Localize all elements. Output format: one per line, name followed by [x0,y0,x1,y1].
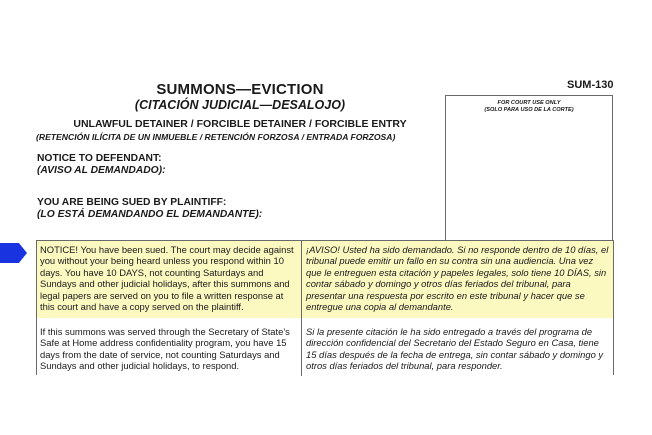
defendant-label-spanish: (AVISO AL DEMANDADO): [37,165,166,176]
case-type-heading-spanish: (RETENCIÓN ILÍCITA DE UN INMUEBLE / RETENCIÓN FORZOSA / ENTRADA FORZOSA) [36,132,396,142]
form-subtitle-spanish: (CITACIÓN JUDICIAL—DESALOJO) [134,98,346,112]
notice-table [36,240,614,375]
notice-text-spanish: ¡AVISO! Usted ha sido demandado. Si no responde dentro de 10 días, el tribunal puede emitir un fallo en su contra sin una audiencia. Una vez que le entreguen esta citación y papeles legales, solo tiene 10 DÍAS, sin contar sábado y domingo y otros días feriados del tribunal, para presentar una respuesta por escrito en este tribunal y hacer que se entregue una copia al demandante. [306,244,609,313]
defendant-label: NOTICE TO DEFENDANT: [37,153,162,164]
plaintiff-label-spanish: (LO ESTÁ DEMANDANDO EL DEMANDANTE): [37,209,263,220]
notice-text-english: NOTICE! You have been sued. The court may decide against you without your being heard unless you respond within 10 days. You have 10 DAYS, not counting Saturdays and Sundays and other judicial holidays, after this summons and legal papers are served on you to file a written response at this court and have a copy served on the plaintiff. [40,244,294,313]
form-number: SUM-130 [567,79,614,91]
arrow-right-icon [0,243,27,263]
form-title: SUMMONS—EVICTION [156,81,324,98]
case-type-heading: UNLAWFUL DETAINER / FORCIBLE DETAINER / FORCIBLE ENTRY [73,118,407,130]
safe-at-home-text-spanish: Si la presente citación le ha sido entregado a través del programa de dirección confidencial del Secretario del Estado Seguro en Casa, tiene 15 días después de la fecha de entrega, sin contar sábado y domingo y otros días feriados del tribunal, para responder. [306,326,604,372]
court-use-box [445,95,613,241]
safe-at-home-text-english: If this summons was served through the Secretary of State's Safe at Home address confidentiality program, you have 15 days from the date of service, not counting Saturdays and Sundays and other judicial holidays, to respond. [40,326,290,372]
column-divider [301,241,302,376]
plaintiff-label: YOU ARE BEING SUED BY PLAINTIFF: [37,197,227,208]
court-use-label: FOR COURT USE ONLY [497,100,561,106]
court-use-label-spanish: (SOLO PARA USO DE LA CORTE) [484,107,574,113]
